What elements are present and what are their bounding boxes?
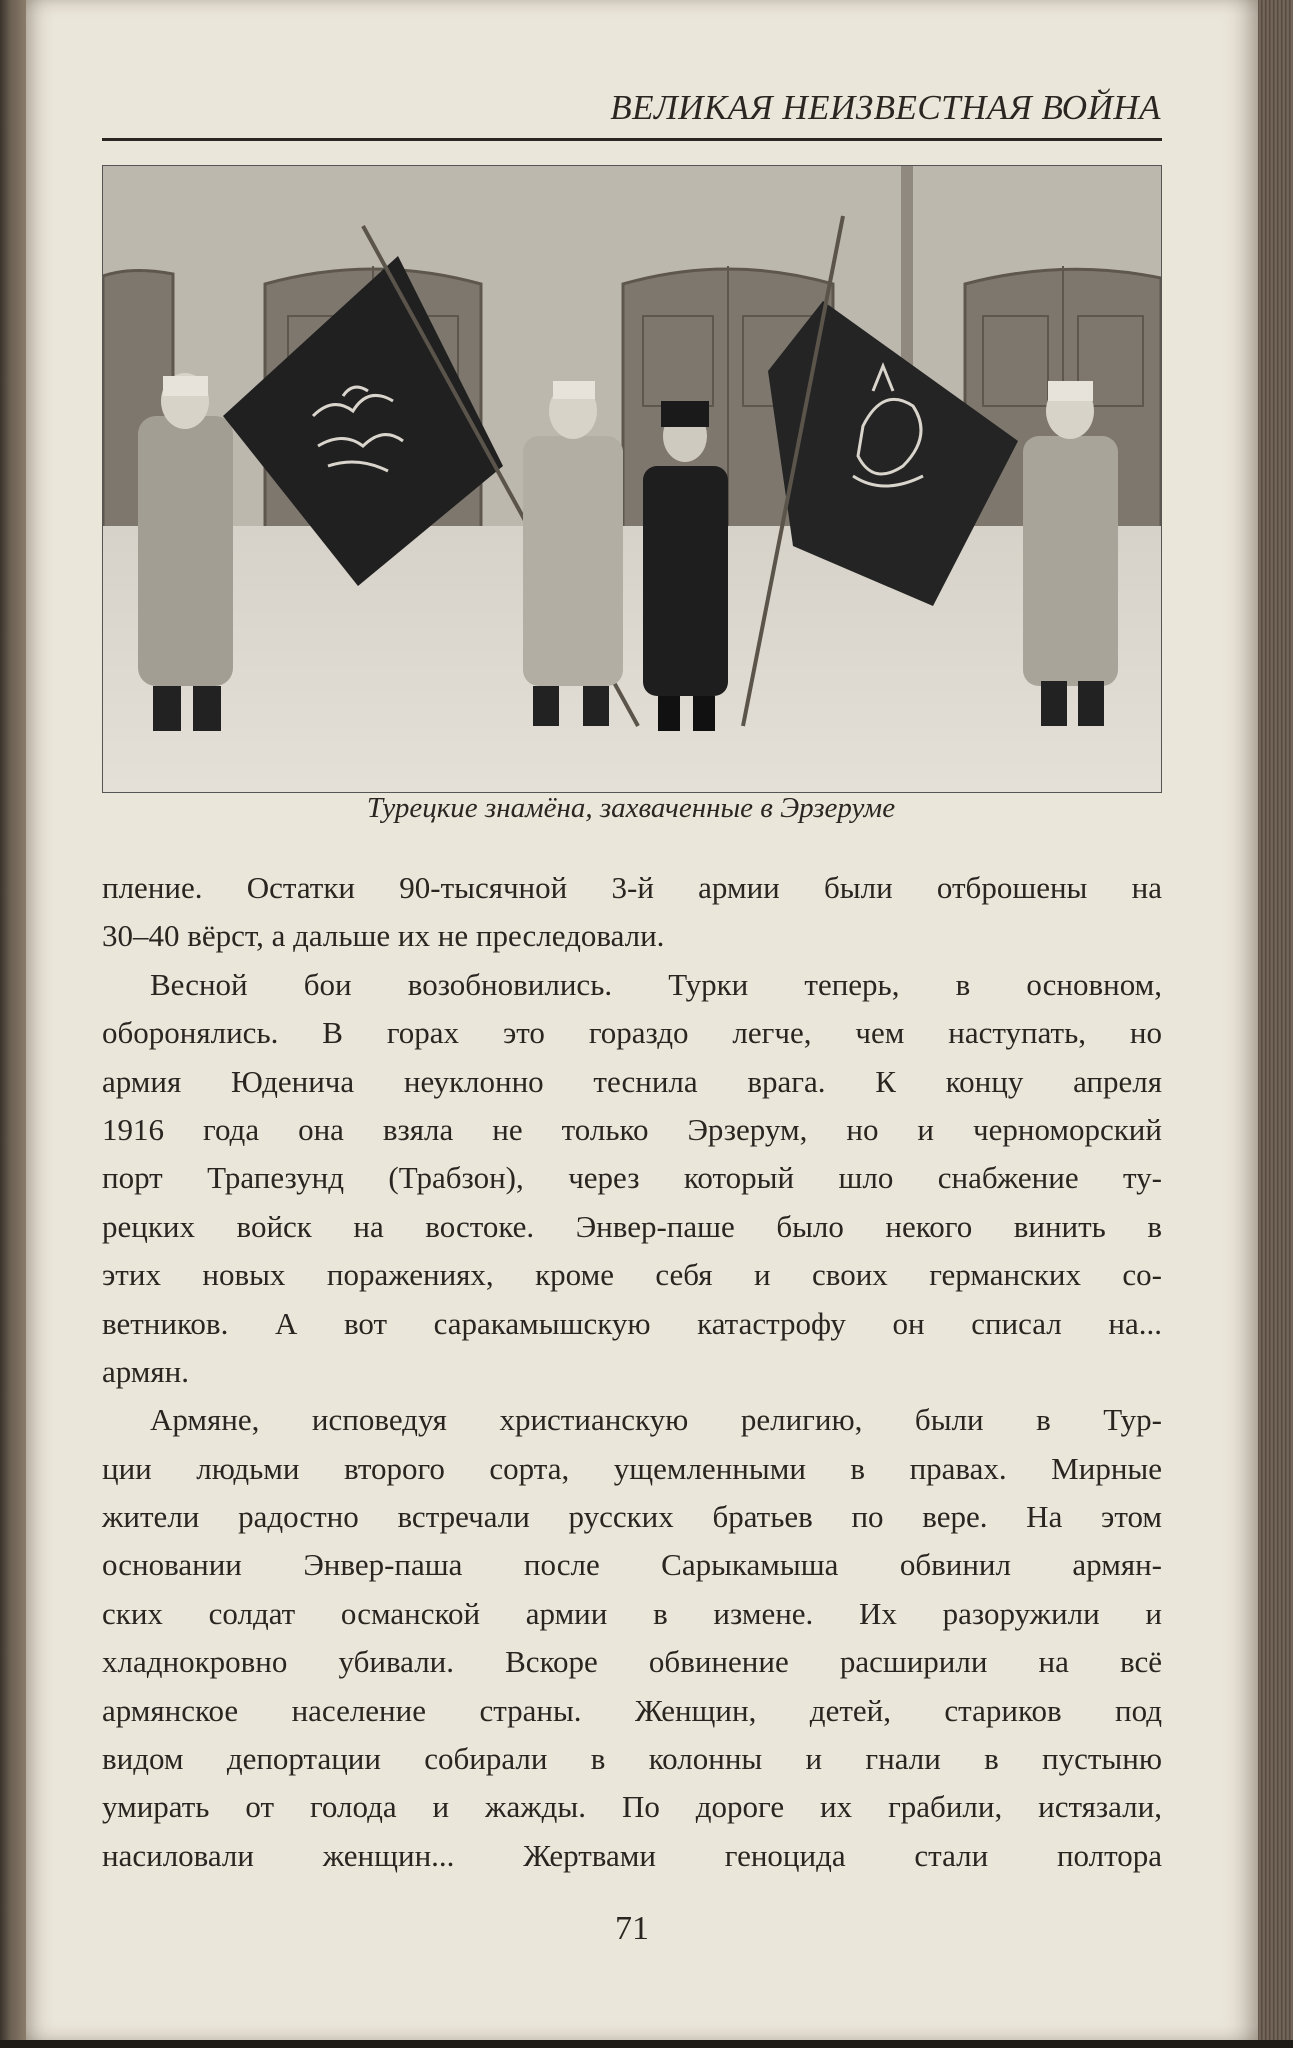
text-line: 1916 года она взяла не только Эрзерум, но и черноморский [102,1111,1162,1147]
text-line: армянское население страны. Женщин, детей, стариков под [102,1692,1162,1728]
photo-caption: Турецкие знамёна, захваченные в Эрзеруме [366,792,896,824]
text-line: ции людьми второго сорта, ущемленными в правах. Мирные [102,1450,1162,1486]
header-rule [102,138,1162,141]
text-line: оборонялись. В горах это гораздо легче, чем наступать, но [102,1015,1162,1051]
photograph [102,165,1162,793]
page-edges [1258,0,1293,2048]
text-line: армия Юденича неуклонно теснила врага. К концу апреля [102,1063,1162,1099]
text-line: видом депортации собирали в колонны и гнали в пустыню [102,1741,1162,1777]
running-head: ВЕЛИКАЯ НЕИЗВЕСТНАЯ ВОЙНА [610,88,1161,127]
text-line: 30–40 вёрст, а дальше их не преследовали. [102,918,665,954]
text-line: Армяне, исповедуя христианскую религию, были в Тур- [150,1402,1162,1438]
text-line: армян. [102,1353,190,1389]
text-line: основании Энвер-паша после Сарыкамыша обвинил армян- [102,1547,1162,1583]
text-line: этих новых поражениях, кроме себя и своих германских со- [102,1257,1162,1293]
text-line: насиловали женщин... Жертвами геноцида стали полтора [102,1837,1162,1873]
text-line: порт Трапезунд (Трабзон), через который шло снабжение ту- [102,1160,1162,1196]
text-line: ских солдат османской армии в измене. Их разоружили и [102,1595,1162,1631]
text-line: пление. Остатки 90-тысячной 3-й армии были отброшены на [102,870,1162,905]
text-line: жители радостно встречали русских братьев по вере. На этом [102,1499,1162,1535]
body-text [102,864,1162,1880]
text-line: ветников. А вот саракамышскую катастрофу он списал на... [102,1305,1162,1341]
book-page [26,0,1258,2040]
photo-turkish-banners [103,166,1161,792]
text-line: Весной бои возобновились. Турки теперь, в основном, [150,966,1162,1002]
text-line: умирать от голода и жажды. По дороге их грабили, истязали, [102,1789,1162,1825]
text-line: рецких войск на востоке. Энвер-паше было некого винить в [102,1208,1162,1244]
book-spine-shadow [0,0,26,2048]
page-number: 71 [615,1910,649,1947]
text-line: хладнокровно убивали. Вскоре обвинение расширили на всё [102,1644,1162,1680]
bottom-shadow [0,2040,1293,2048]
